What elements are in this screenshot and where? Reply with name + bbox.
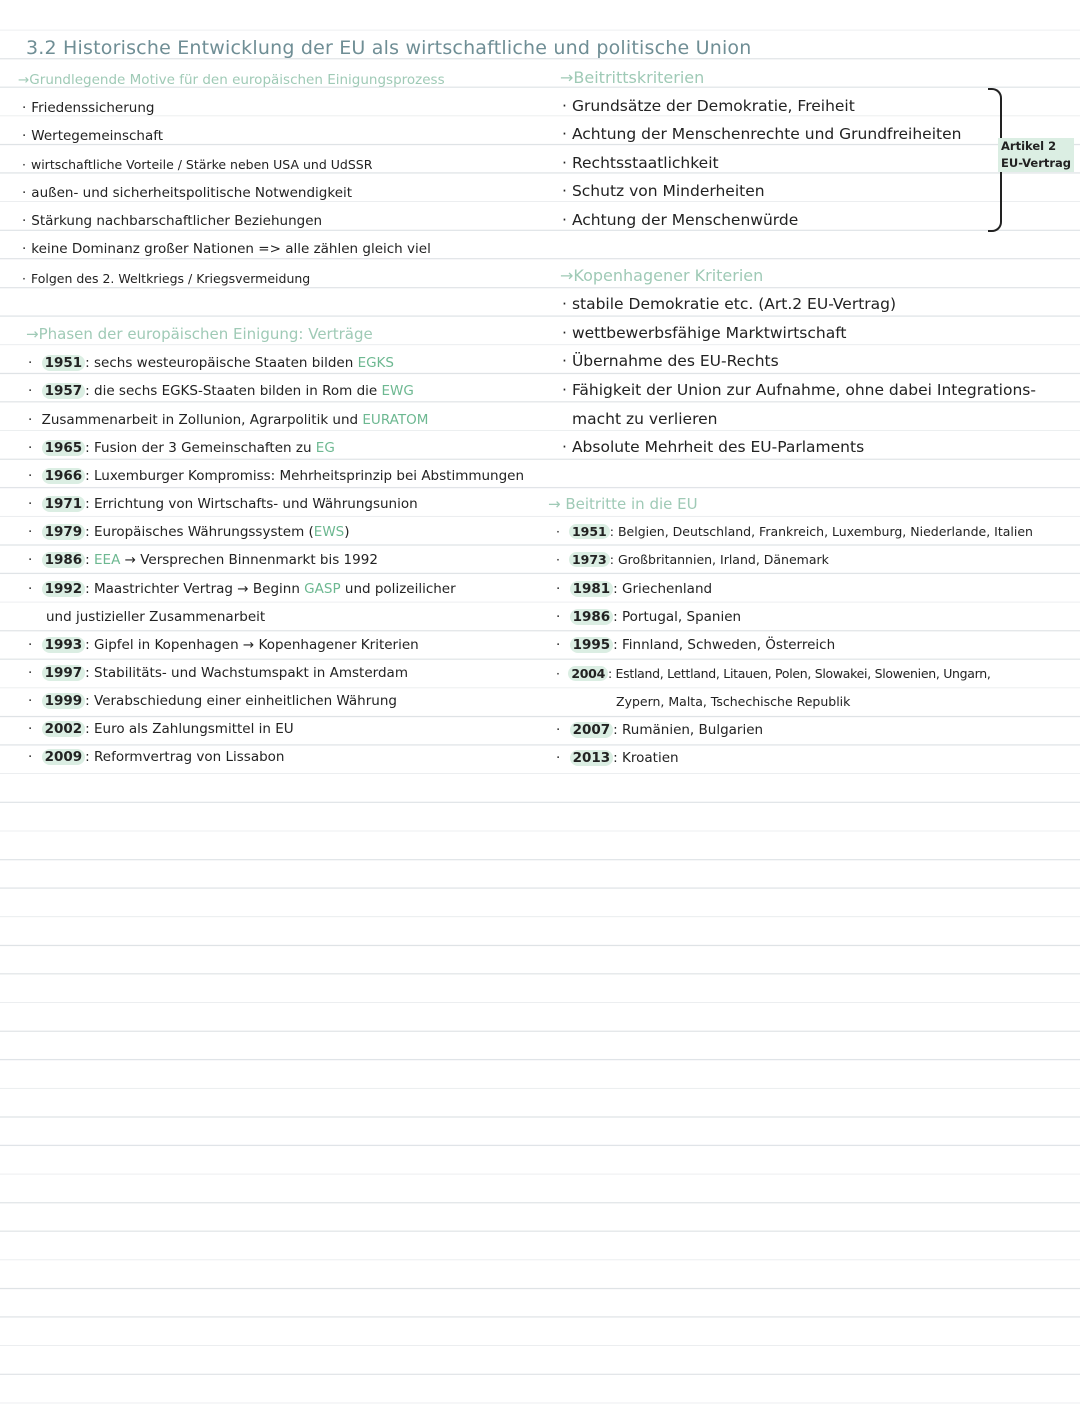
year-marker: 1966 (42, 468, 86, 484)
timeline-entry (28, 438, 335, 458)
entry-text: : (85, 552, 95, 568)
timeline-entry (28, 466, 524, 486)
entry-text: : Luxemburger Kompromiss: Mehrheitsprinzip bei Abstimmungen (85, 468, 525, 484)
year-marker: 1957 (42, 383, 86, 399)
year-marker: 2004 (568, 666, 608, 681)
timeline-entry (28, 353, 394, 373)
year-marker: 1951 (42, 355, 86, 371)
list-item-continuation: macht zu verlieren (572, 410, 718, 428)
highlight-term: EWG (381, 383, 414, 399)
entry-text: : Maastrichter Vertrag → Beginn (85, 581, 305, 597)
list-item: · Grundsätze der Demokratie, Freiheit (562, 96, 855, 116)
entry-text: : Belgien, Deutschland, Frankreich, Luxemburg, Niederlande, Italien (609, 524, 1033, 539)
list-item: · Fähigkeit der Union zur Aufnahme, ohne dabei Integrations- (562, 380, 1036, 400)
list-item: · Übernahme des EU-Rechts (562, 351, 779, 371)
highlight-term: EEA (94, 552, 121, 568)
phasen-heading: →Phasen der europäischen Einigung: Verträge (26, 325, 373, 343)
timeline-entry (28, 719, 294, 739)
page-title: 3.2 Historische Entwicklung der EU als wirtschaftliche und politische Union (26, 37, 752, 59)
list-item: · Wertegemeinschaft (22, 126, 163, 146)
timeline-entry (28, 579, 456, 599)
timeline-entry (28, 410, 428, 430)
timeline-entry (28, 494, 418, 514)
accession-entry (556, 522, 1033, 542)
timeline-entry (28, 522, 350, 542)
accession-entry (556, 748, 679, 768)
entry-text: : Europäisches Währungssystem ( (85, 524, 314, 540)
year-marker: 1965 (42, 440, 86, 456)
entry-text: und justizieller Zusammenarbeit (46, 609, 266, 625)
entry-text: : Portugal, Spanien (613, 609, 742, 625)
entry-text: Zusammenarbeit in Zollunion, Agrarpolitik und (41, 412, 363, 428)
entry-text: : Estland, Lettland, Litauen, Polen, Slowakei, Slowenien, Ungarn, (607, 666, 991, 681)
timeline-entry (28, 550, 378, 570)
entry-text: : sechs westeuropäische Staaten bilden (85, 355, 358, 371)
entry-rest: ) (344, 524, 350, 540)
entry-text: : Großbritannien, Irland, Dänemark (609, 552, 829, 567)
list-item: · Friedenssicherung (22, 98, 154, 118)
list-item: · wettbewerbsfähige Marktwirtschaft (562, 323, 846, 343)
artikel-label-line1: Artikel 2 (1001, 139, 1057, 153)
kopenhagen-heading: →Kopenhagener Kriterien (560, 266, 764, 285)
artikel-label-line2: EU-Vertrag (1001, 156, 1072, 170)
accession-entry (556, 720, 763, 740)
list-item: · Absolute Mehrheit des EU-Parlaments (562, 437, 864, 457)
year-marker: 1973 (569, 552, 610, 567)
year-marker: 1979 (42, 524, 86, 540)
entry-text: : Finnland, Schweden, Österreich (613, 637, 836, 653)
year-marker: 1986 (570, 609, 614, 625)
accession-entry (556, 607, 741, 627)
timeline-entry (28, 691, 397, 711)
year-marker: 2009 (42, 749, 86, 765)
year-marker: 1992 (42, 581, 86, 597)
timeline-entry (28, 663, 408, 683)
accession-entry (556, 635, 835, 655)
entry-rest: und polizeilicher (340, 581, 456, 597)
highlight-term: EG (315, 440, 335, 456)
year-marker: 1971 (42, 496, 86, 512)
entry-text: : Euro als Zahlungsmittel in EU (85, 721, 294, 737)
artikel-label (998, 138, 1074, 172)
entry-text: : Kroatien (613, 750, 679, 766)
year-marker: 2002 (42, 721, 86, 737)
entry-text: : Fusion der 3 Gemeinschaften zu (85, 440, 316, 456)
list-item: · Schutz von Minderheiten (562, 181, 765, 201)
year-marker: 1993 (42, 637, 86, 653)
list-item: · stabile Demokratie etc. (Art.2 EU-Vertrag) (562, 294, 896, 314)
year-marker: 1999 (42, 693, 86, 709)
entry-text: : Gipfel in Kopenhagen → Kopenhagener Kriterien (85, 637, 419, 653)
entry-text: : Rumänien, Bulgarien (613, 722, 764, 738)
beitrittskriterien-heading: →Beitrittskriterien (560, 68, 705, 87)
beitritte-heading: → Beitritte in die EU (548, 495, 698, 513)
highlight-term: EURATOM (362, 412, 429, 428)
highlight-term: EGKS (357, 355, 394, 371)
entry-text: : Griechenland (613, 581, 713, 597)
timeline-entry (28, 747, 284, 767)
year-marker: 1997 (42, 665, 86, 681)
list-item: · wirtschaftliche Vorteile / Stärke neben USA und UdSSR (22, 155, 372, 175)
timeline-entry (28, 635, 419, 655)
accession-entry (556, 664, 991, 684)
timeline-entry (28, 381, 414, 401)
list-item: · Stärkung nachbarschaftlicher Beziehungen (22, 211, 322, 231)
accession-entry (556, 550, 829, 570)
highlight-term: EWS (313, 524, 345, 540)
entry-text: : die sechs EGKS-Staaten bilden in Rom die (85, 383, 382, 399)
list-item: · keine Dominanz großer Nationen => alle zählen gleich viel (22, 239, 431, 259)
highlight-term: GASP (304, 581, 341, 597)
timeline-entry-continuation (46, 607, 265, 627)
entry-text: : Verabschiedung einer einheitlichen Währung (85, 693, 397, 709)
entry-text: Zypern, Malta, Tschechische Republik (616, 694, 851, 709)
year-marker: 1951 (569, 524, 610, 539)
year-marker: 1981 (570, 581, 614, 597)
accession-entry-continuation (616, 692, 850, 712)
entry-text: : Stabilitäts- und Wachstumspakt in Amsterdam (85, 665, 408, 681)
list-item: · Folgen des 2. Weltkriegs / Kriegsvermeidung (22, 269, 310, 289)
motive-heading: →Grundlegende Motive für den europäischen Einigungsprozess (18, 72, 445, 88)
entry-text: : Errichtung von Wirtschafts- und Währungsunion (85, 496, 418, 512)
entry-rest: → Versprechen Binnenmarkt bis 1992 (120, 552, 378, 568)
list-item: · Achtung der Menschenwürde (562, 210, 798, 230)
list-item: · Rechtsstaatlichkeit (562, 153, 719, 173)
year-marker: 1986 (42, 552, 86, 568)
entry-text: : Reformvertrag von Lissabon (85, 749, 285, 765)
accession-entry (556, 579, 712, 599)
list-item: · außen- und sicherheitspolitische Notwendigkeit (22, 183, 352, 203)
year-marker: 2007 (570, 722, 614, 738)
year-marker: 2013 (570, 750, 614, 766)
year-marker: 1995 (570, 637, 614, 653)
list-item: · Achtung der Menschenrechte und Grundfreiheiten (562, 124, 961, 144)
